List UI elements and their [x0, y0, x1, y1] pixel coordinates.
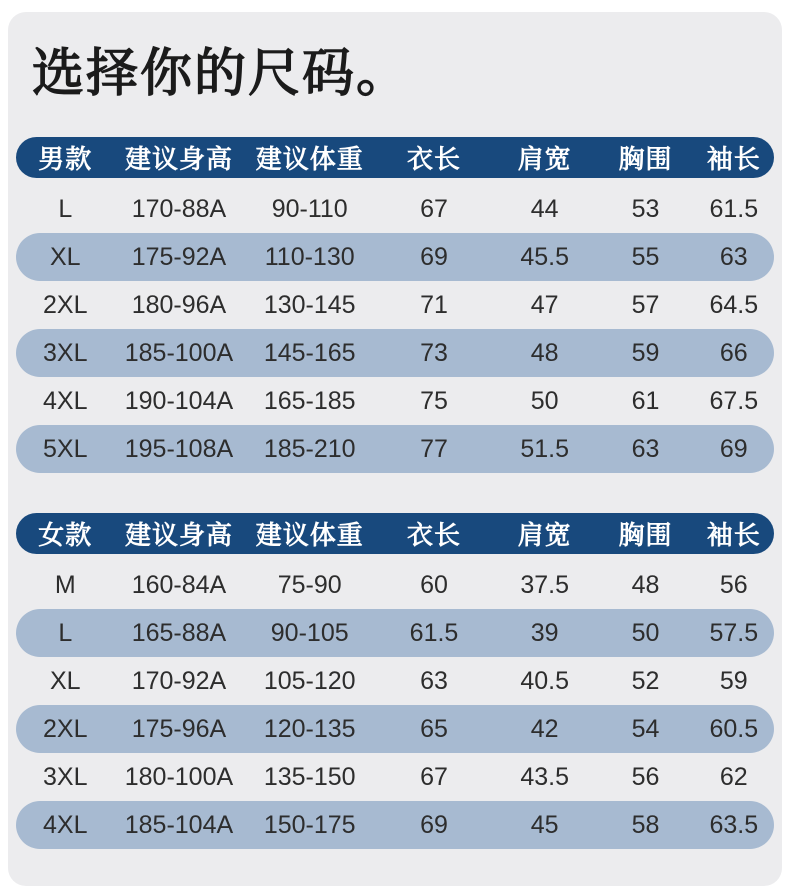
measurement-value: 175-92A [131, 242, 227, 271]
column-header: 建议体重 [255, 520, 364, 550]
column-header: 肩宽 [517, 144, 572, 174]
measurement-value: 56 [719, 570, 748, 599]
measurement-value: 71 [420, 290, 448, 319]
measurement-value: 48 [631, 570, 660, 599]
measurement-value: 61.5 [709, 194, 759, 223]
column-header: 衣长 [407, 520, 462, 550]
measurement-value: 60.5 [709, 714, 759, 743]
size-label: L [58, 618, 73, 647]
measurement-value: 165-185 [263, 386, 356, 415]
column-header: 胸围 [618, 520, 673, 550]
measurement-value: 69 [420, 810, 448, 839]
measurement-value: 64.5 [709, 290, 759, 319]
measurement-value: 59 [719, 666, 748, 695]
measurement-value: 66 [719, 338, 748, 367]
table-row [16, 233, 774, 281]
size-label: 2XL [43, 290, 88, 319]
column-header: 衣长 [407, 144, 462, 174]
measurement-value: 185-104A [124, 810, 234, 839]
measurement-value: 145-165 [263, 338, 356, 367]
womens-size-table [16, 513, 774, 849]
size-group-header: 女款 [38, 520, 93, 550]
measurement-value: 63 [420, 666, 448, 695]
size-label: 3XL [43, 338, 88, 367]
size-chart-card [8, 12, 782, 886]
table-row [16, 329, 774, 377]
measurement-value: 170-92A [131, 666, 227, 695]
measurement-value: 58 [631, 810, 660, 839]
measurement-value: 69 [719, 434, 748, 463]
table-row [16, 801, 774, 849]
table-row [16, 753, 774, 801]
table-row [16, 281, 774, 329]
measurement-value: 180-100A [124, 762, 234, 791]
size-label: XL [49, 242, 81, 271]
mens-table-rows [16, 185, 774, 473]
measurement-value: 59 [631, 338, 660, 367]
womens-table-rows [16, 561, 774, 849]
size-label: 4XL [43, 386, 88, 415]
table-row [16, 185, 774, 233]
size-label: XL [49, 666, 81, 695]
measurement-value: 50 [631, 618, 660, 647]
measurement-value: 47 [530, 290, 559, 319]
table-row [16, 705, 774, 753]
measurement-value: 52 [631, 666, 660, 695]
measurement-value: 61 [631, 386, 660, 415]
size-label: M [54, 570, 76, 599]
column-header: 肩宽 [517, 520, 572, 550]
column-header: 建议身高 [124, 144, 233, 174]
measurement-value: 130-145 [263, 290, 356, 319]
measurement-value: 75 [420, 386, 448, 415]
measurement-value: 57.5 [709, 618, 759, 647]
table-row [16, 425, 774, 473]
measurement-value: 62 [719, 762, 748, 791]
measurement-value: 40.5 [520, 666, 570, 695]
measurement-value: 65 [420, 714, 448, 743]
column-header: 袖长 [706, 520, 761, 550]
measurement-value: 39 [530, 618, 559, 647]
measurement-value: 55 [631, 242, 660, 271]
measurement-value: 77 [420, 434, 448, 463]
measurement-value: 37.5 [520, 570, 570, 599]
page-title: 选择你的尺码。 [32, 45, 411, 103]
measurement-value: 57 [631, 290, 660, 319]
measurement-value: 170-88A [131, 194, 227, 223]
measurement-value: 185-100A [124, 338, 234, 367]
measurement-value: 185-210 [263, 434, 356, 463]
measurement-value: 67.5 [709, 386, 759, 415]
measurement-value: 60 [420, 570, 448, 599]
measurement-value: 56 [631, 762, 660, 791]
size-label: 5XL [43, 434, 88, 463]
measurement-value: 165-88A [131, 618, 227, 647]
measurement-value: 67 [420, 762, 448, 791]
measurement-value: 75-90 [277, 570, 342, 599]
womens-table-header-row [16, 513, 774, 554]
measurement-value: 61.5 [409, 618, 459, 647]
size-label: 3XL [43, 762, 88, 791]
measurement-value: 190-104A [124, 386, 234, 415]
measurement-value: 180-96A [131, 290, 227, 319]
measurement-value: 67 [420, 194, 448, 223]
column-header: 胸围 [618, 144, 673, 174]
measurement-value: 135-150 [263, 762, 356, 791]
size-label: L [58, 194, 73, 223]
table-row [16, 561, 774, 609]
measurement-value: 63.5 [709, 810, 759, 839]
measurement-value: 63 [719, 242, 748, 271]
column-header: 建议身高 [124, 520, 233, 550]
size-group-header: 男款 [38, 144, 93, 174]
measurement-value: 195-108A [124, 434, 234, 463]
size-label: 4XL [43, 810, 88, 839]
measurement-value: 110-130 [264, 242, 355, 271]
mens-table-header-row [16, 137, 774, 178]
measurement-value: 42 [530, 714, 559, 743]
column-header: 建议体重 [255, 144, 364, 174]
measurement-value: 69 [420, 242, 448, 271]
measurement-value: 63 [631, 434, 660, 463]
measurement-value: 54 [631, 714, 660, 743]
size-label: 2XL [43, 714, 88, 743]
table-row [16, 377, 774, 425]
measurement-value: 53 [631, 194, 660, 223]
measurement-value: 120-135 [263, 714, 356, 743]
measurement-value: 73 [420, 338, 448, 367]
measurement-value: 160-84A [131, 570, 227, 599]
measurement-value: 90-105 [270, 618, 349, 647]
measurement-value: 48 [530, 338, 559, 367]
table-row [16, 657, 774, 705]
measurement-value: 105-120 [263, 666, 356, 695]
measurement-value: 45.5 [520, 242, 570, 271]
measurement-value: 45 [530, 810, 559, 839]
measurement-value: 175-96A [131, 714, 227, 743]
mens-size-table [16, 137, 774, 473]
measurement-value: 43.5 [520, 762, 570, 791]
measurement-value: 44 [530, 194, 559, 223]
column-header: 袖长 [706, 144, 761, 174]
measurement-value: 51.5 [520, 434, 570, 463]
measurement-value: 150-175 [263, 810, 356, 839]
table-row [16, 609, 774, 657]
measurement-value: 90-110 [271, 194, 348, 223]
measurement-value: 50 [530, 386, 559, 415]
